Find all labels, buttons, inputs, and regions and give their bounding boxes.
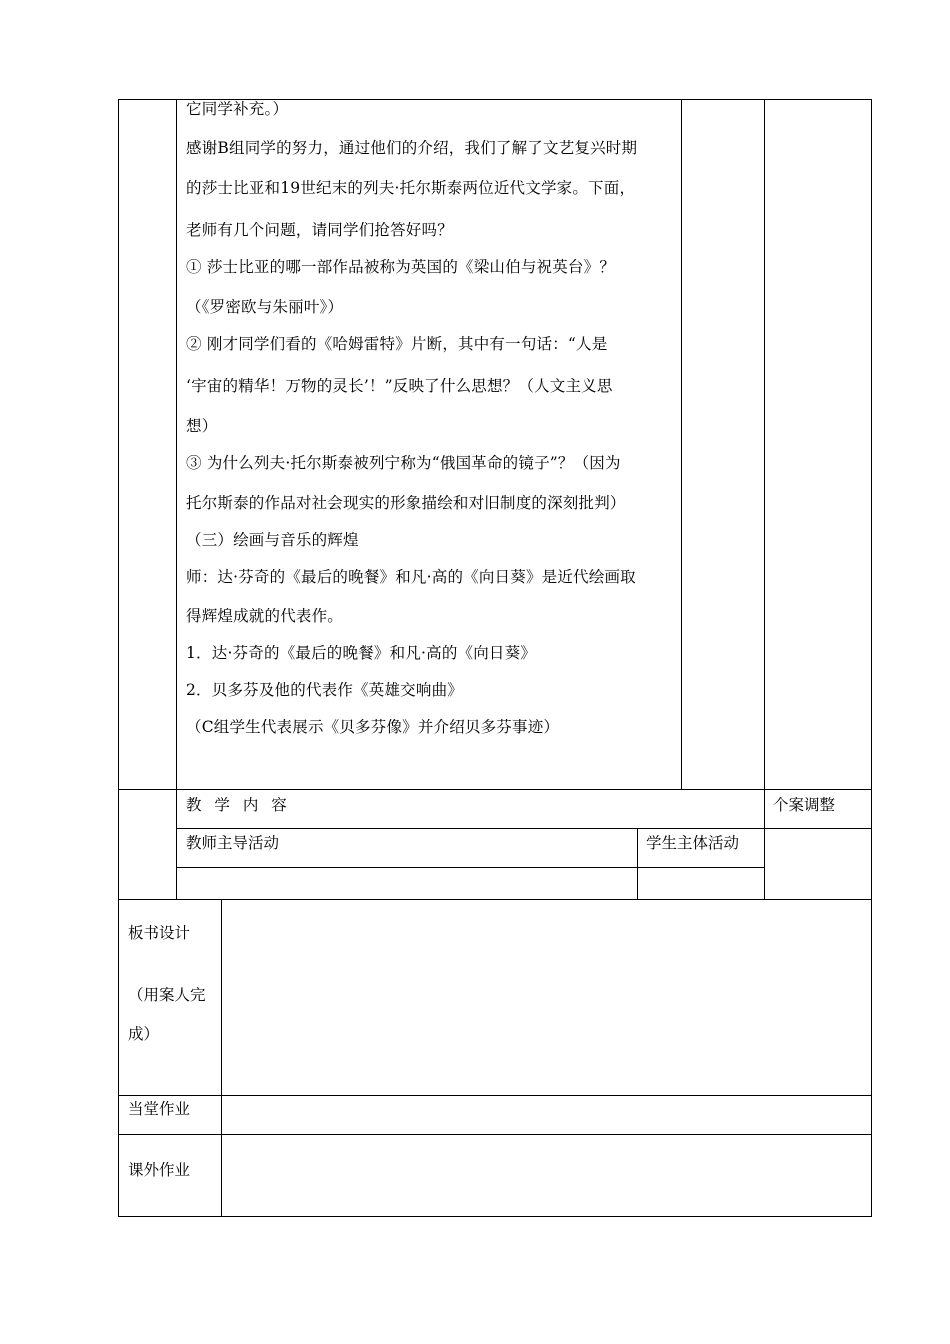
board-design-label: 板书设计 [128,924,191,942]
row-divider [176,828,765,829]
column-divider [118,99,119,1217]
text-line: ② 刚才同学们看的《哈姆雷特》片断，其中有一句话：“人是 [186,335,608,353]
board-design-note: 成） [128,1025,160,1043]
text-line: （《罗密欧与朱丽叶》） [186,298,344,316]
section-heading: （三）绘画与音乐的辉煌 [186,531,359,549]
text-line: ① 莎士比亚的哪一部作品被称为英国的《梁山伯与祝英台》？ [186,258,616,276]
row-divider [118,899,872,900]
list-item: 2．贝多芬及他的代表作《英雄交响曲》 [186,681,463,699]
row-divider [176,867,765,868]
text-line: ③ 为什么列夫·托尔斯泰被列宁称为“俄国革命的镜子”？（因为 [186,454,621,472]
teacher-activity-header: 教师主导活动 [186,834,280,852]
text-line: 得辉煌成就的代表作。 [186,607,344,625]
column-divider [221,899,222,1217]
column-divider [176,99,177,900]
board-design-note: （用案人完 [128,986,206,1004]
text-line: （C组学生代表展示《贝多芬像》并介绍贝多芬事迹） [186,718,560,736]
text-line: 想） [186,417,218,435]
case-adjust-header: 个案调整 [773,796,836,814]
text-line: 它同学补充。） [186,100,289,118]
column-divider [871,99,872,1217]
teaching-content-header: 教 学 内 容 [186,796,291,814]
text-line: 的莎士比亚和19世纪末的列夫·托尔斯泰两位近代文学家。下面， [186,179,636,197]
list-item: 1．达·芬奇的《最后的晚餐》和凡·高的《向日葵》 [186,644,537,662]
student-activity-header: 学生主体活动 [646,834,740,852]
text-line: ‘宇宙的精华！万物的灵长’！”反映了什么思想？（人文主义思 [186,377,613,395]
column-divider [681,99,682,790]
column-divider [637,828,638,900]
class-homework-label: 当堂作业 [128,1100,191,1118]
outside-homework-label: 课外作业 [128,1161,191,1179]
column-divider [764,99,765,900]
row-divider [118,789,872,790]
row-divider [118,1095,872,1096]
row-divider [118,1216,872,1217]
row-divider [764,828,872,829]
text-line: 托尔斯泰的作品对社会现实的形象描绘和对旧制度的深刻批判） [186,494,626,512]
text-line: 老师有几个问题，请同学们抢答好吗？ [186,221,453,239]
row-divider [118,1134,872,1135]
text-line: 感谢B组同学的努力，通过他们的介绍，我们了解了文艺复兴时期 [186,139,638,157]
text-line: 师：达·芬奇的《最后的晚餐》和凡·高的《向日葵》是近代绘画取 [186,568,636,586]
